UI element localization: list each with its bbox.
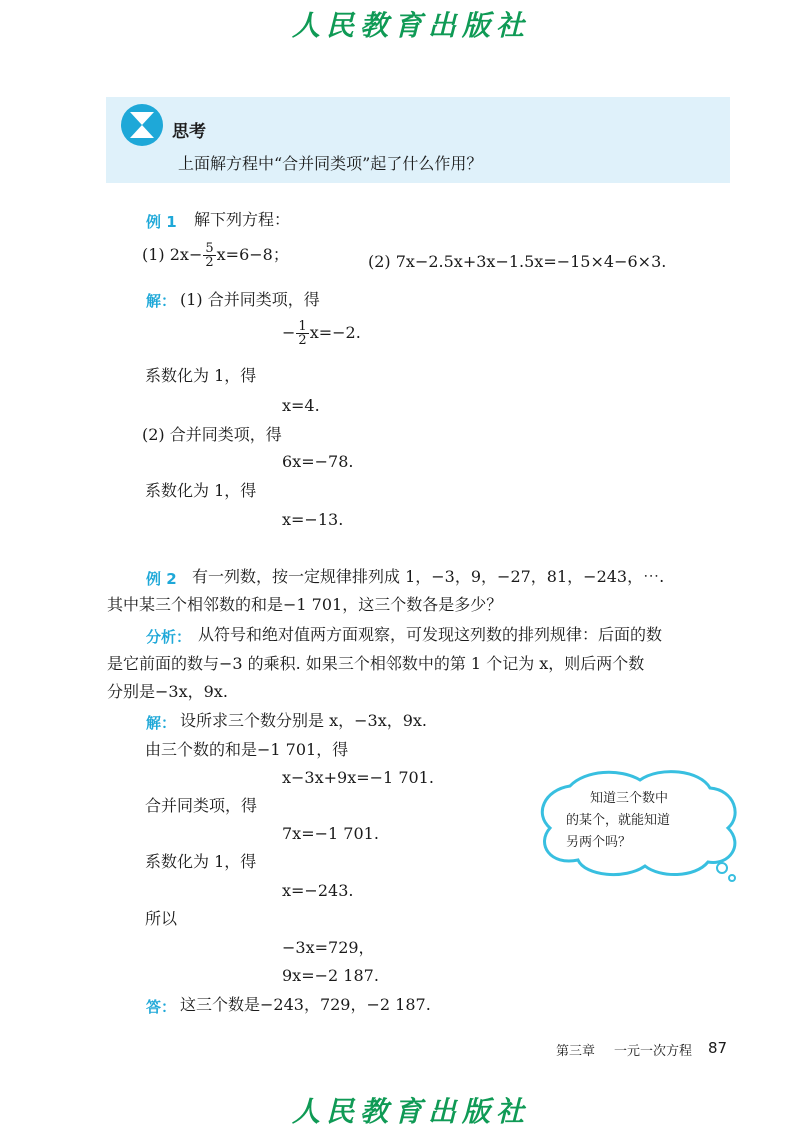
example2-label: 例 2 bbox=[146, 570, 177, 588]
problem1-suffix: x=6−8； bbox=[216, 245, 289, 264]
solution1-label: 解： bbox=[146, 292, 177, 310]
example2-equation2: 7x=−1 701. bbox=[282, 824, 379, 843]
publisher-footer: 人民教育出版社 bbox=[292, 1095, 531, 1128]
think-question: 上面解方程中“合并同类项”起了什么作用？ bbox=[178, 154, 483, 173]
analysis-line1: 从符号和绝对值两方面观察，可发现这列数的排列规律：后面的数 bbox=[198, 625, 663, 644]
solution2-equation: 6x=−78. bbox=[282, 452, 354, 471]
solution1-equation1 bbox=[282, 320, 361, 347]
equation1-suffix: x=−2. bbox=[309, 323, 361, 342]
analysis-line3: 分别是−3x，9x. bbox=[107, 682, 228, 701]
footer-chapter-title: 一元一次方程 bbox=[614, 1044, 693, 1059]
solution2-result: x=−13. bbox=[282, 510, 344, 529]
example2-solution-line2: 由三个数的和是−1 701，得 bbox=[145, 740, 349, 759]
example2-solution-line5: 所以 bbox=[145, 909, 178, 928]
cloud-line3: 另两个吗？ bbox=[566, 835, 632, 850]
solution1-result: x=4. bbox=[282, 396, 320, 415]
example2-equation1: x−3x+9x=−1 701. bbox=[282, 768, 434, 787]
solution1-coef-step: 系数化为 1，得 bbox=[145, 366, 257, 385]
fraction-numerator: 5 bbox=[205, 241, 214, 256]
solution2-step: (2) 合并同类项，得 bbox=[142, 425, 282, 444]
solution1-step1: (1) 合并同类项，得 bbox=[180, 290, 320, 309]
analysis-line2: 是它前面的数与−3 的乘积. 如果三个相邻数中的第 1 个记为 x，则后两个数 bbox=[107, 654, 645, 673]
example2-equation5: 9x=−2 187. bbox=[282, 966, 379, 985]
example1-prompt: 解下列方程： bbox=[194, 210, 291, 229]
page-number: 87 bbox=[708, 1039, 728, 1057]
hourglass-icon bbox=[120, 103, 164, 147]
example1-label: 例 1 bbox=[146, 213, 177, 231]
example1-problem1 bbox=[142, 242, 289, 269]
solution-label-2: 解： bbox=[146, 714, 177, 732]
fraction-denominator: 2 bbox=[205, 255, 214, 270]
fraction-one-half bbox=[296, 320, 308, 347]
example2-solution-line4: 系数化为 1，得 bbox=[145, 852, 257, 871]
solution2-coef-step: 系数化为 1，得 bbox=[145, 481, 257, 500]
publisher-header: 人民教育出版社 bbox=[292, 9, 531, 42]
think-title: 思考 bbox=[172, 122, 206, 142]
footer-chapter: 第三章 bbox=[556, 1044, 596, 1059]
cloud-line1: 知道三个数中 bbox=[590, 791, 669, 806]
example1-problem2: (2) 7x−2.5x+3x−1.5x=−15×4−6×3. bbox=[368, 252, 667, 271]
cloud-line2: 的某个，就能知道 bbox=[566, 813, 671, 828]
example2-solution-line1: 设所求三个数分别是 x，−3x，9x. bbox=[180, 711, 428, 730]
fraction-five-halves bbox=[203, 242, 215, 269]
fraction-numerator: 1 bbox=[298, 319, 307, 334]
example2-problem-line2: 其中某三个相邻数的和是−1 701，这三个数各是多少？ bbox=[107, 595, 503, 614]
analysis-label: 分析： bbox=[146, 628, 192, 646]
equation1-prefix: − bbox=[282, 323, 296, 342]
example2-equation3: x=−243. bbox=[282, 881, 354, 900]
example2-answer: 这三个数是−243，729，−2 187. bbox=[180, 995, 431, 1014]
answer-label: 答： bbox=[146, 998, 177, 1016]
problem1-prefix: (1) 2x− bbox=[142, 245, 203, 264]
fraction-denominator: 2 bbox=[298, 333, 307, 348]
example2-problem-line1: 有一列数，按一定规律排列成 1，−3，9，−27，81，−243，⋯. bbox=[192, 567, 665, 586]
example2-equation4: −3x=729， bbox=[282, 938, 375, 957]
example2-solution-line3: 合并同类项，得 bbox=[145, 796, 258, 815]
